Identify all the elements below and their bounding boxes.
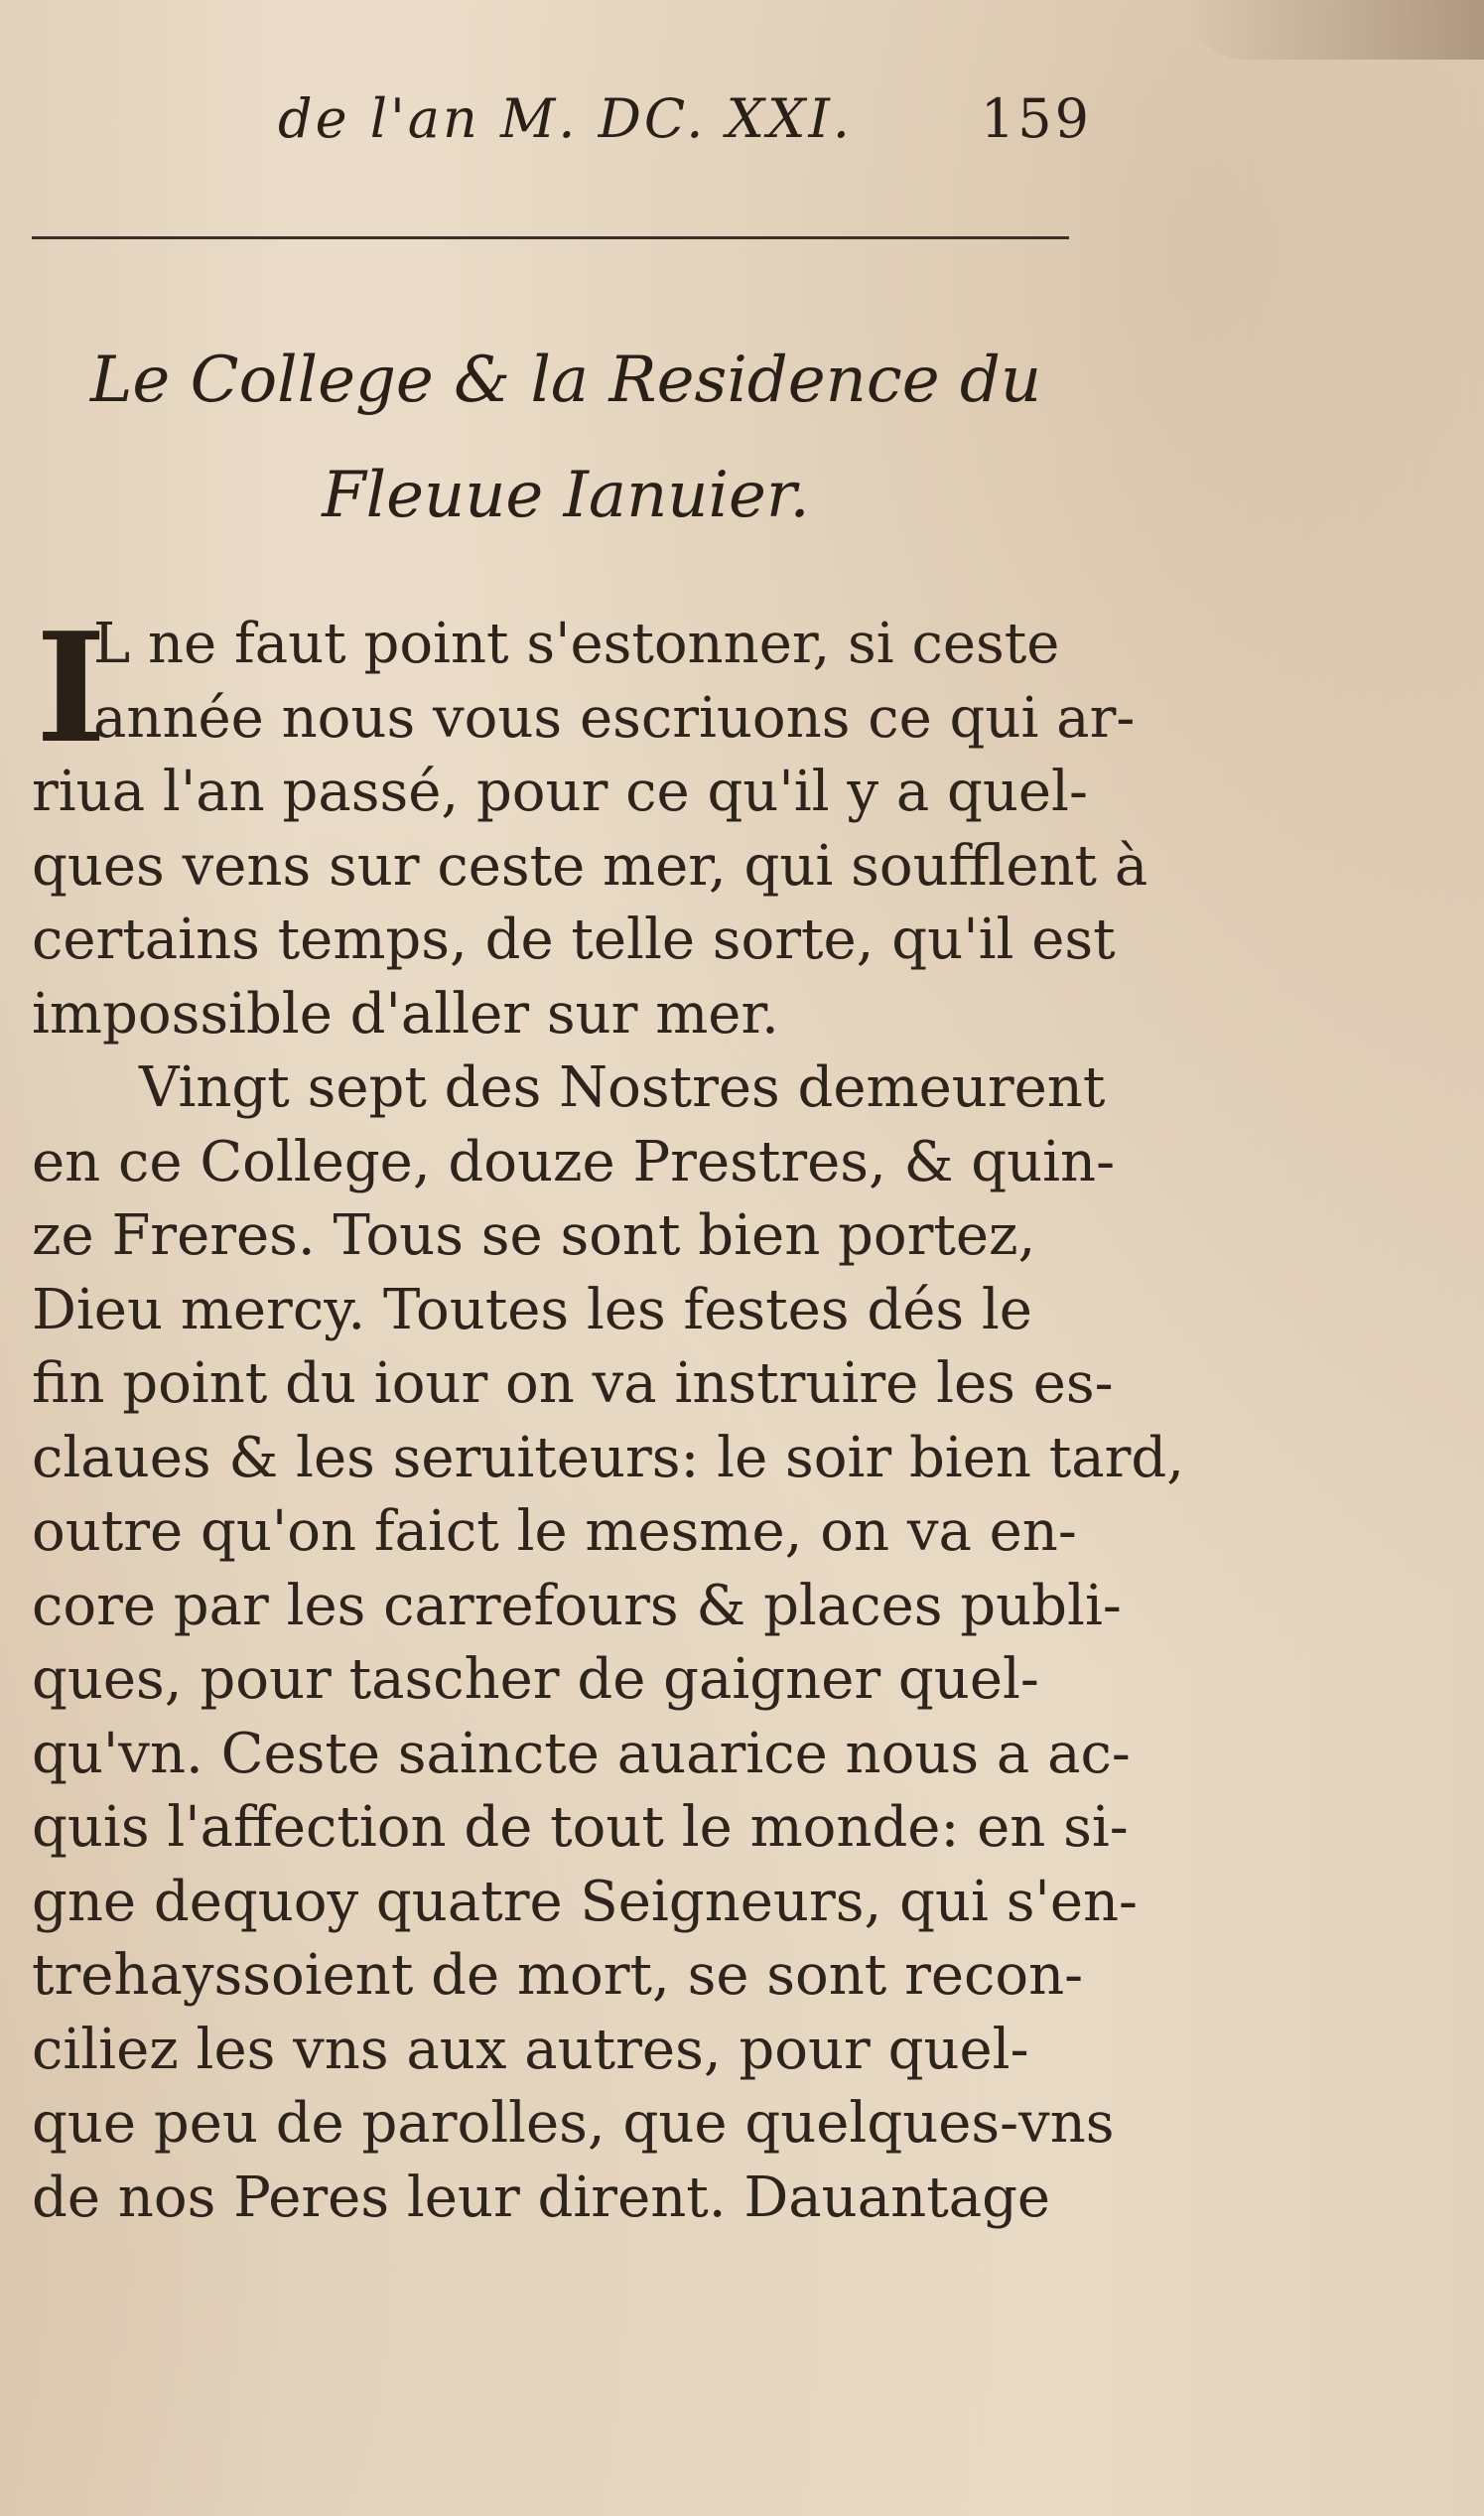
body-line: qu'vn. Ceste saincte auarice nous a ac- xyxy=(32,1721,1131,1786)
body-line: core par les carrefours & places publi- xyxy=(32,1573,1122,1638)
body-line: L ne faut point s'estonner, si ceste xyxy=(93,612,1060,676)
body-line: que peu de parolles, que quelques-vns xyxy=(32,2091,1115,2156)
section-heading xyxy=(69,323,1062,553)
body-line: quis l'affection de tout le monde: en si- xyxy=(32,1795,1129,1860)
body-line: ques, pour tascher de gaigner quel- xyxy=(32,1647,1039,1712)
body-line: claues & les seruiteurs: le soir bien tard, xyxy=(32,1425,1185,1490)
drop-cap: I xyxy=(36,599,107,776)
body-line: ze Freres. Tous se sont bien portez, xyxy=(32,1203,1036,1268)
heading-line-1: Le College & la Residence du xyxy=(89,344,1042,417)
header-rule xyxy=(32,236,1069,239)
body-line: en ce College, douze Prestres, & quin- xyxy=(32,1129,1116,1194)
body-line: ques vens sur ceste mer, qui soufflent à xyxy=(32,833,1148,899)
running-head xyxy=(278,87,1092,150)
body-line: année nous vous escriuons ce qui ar- xyxy=(93,685,1136,751)
heading-line-2: Fleuue Ianuier. xyxy=(322,459,810,532)
page-number: 159 xyxy=(980,87,1092,150)
body-line: trehayssoient de mort, se sont recon- xyxy=(32,1943,1084,2008)
body-line: outre qu'on faict le mesme, on va en- xyxy=(32,1499,1077,1564)
body-line: de nos Peres leur dirent. Dauantage xyxy=(32,2165,1051,2230)
body-line: Vingt sept des Nostres demeurent xyxy=(139,1055,1106,1120)
body-line: riua l'an passé, pour ce qu'il y a quel- xyxy=(32,760,1088,824)
body-line: impossible d'aller sur mer. xyxy=(32,981,779,1047)
body-line: gne dequoy quatre Seigneurs, qui s'en- xyxy=(32,1869,1138,1934)
body-text xyxy=(32,599,1185,2235)
body-line: fin point du iour on va instruire les es- xyxy=(32,1351,1114,1416)
page-stain xyxy=(1186,0,1484,60)
running-head-title: de l'an M. DC. XXI. xyxy=(278,87,853,150)
body-line: certains temps, de telle sorte, qu'il est xyxy=(32,908,1116,972)
body-line: Dieu mercy. Toutes les festes dés le xyxy=(32,1277,1032,1342)
body-line: ciliez les vns aux autres, pour quel- xyxy=(32,2017,1029,2082)
